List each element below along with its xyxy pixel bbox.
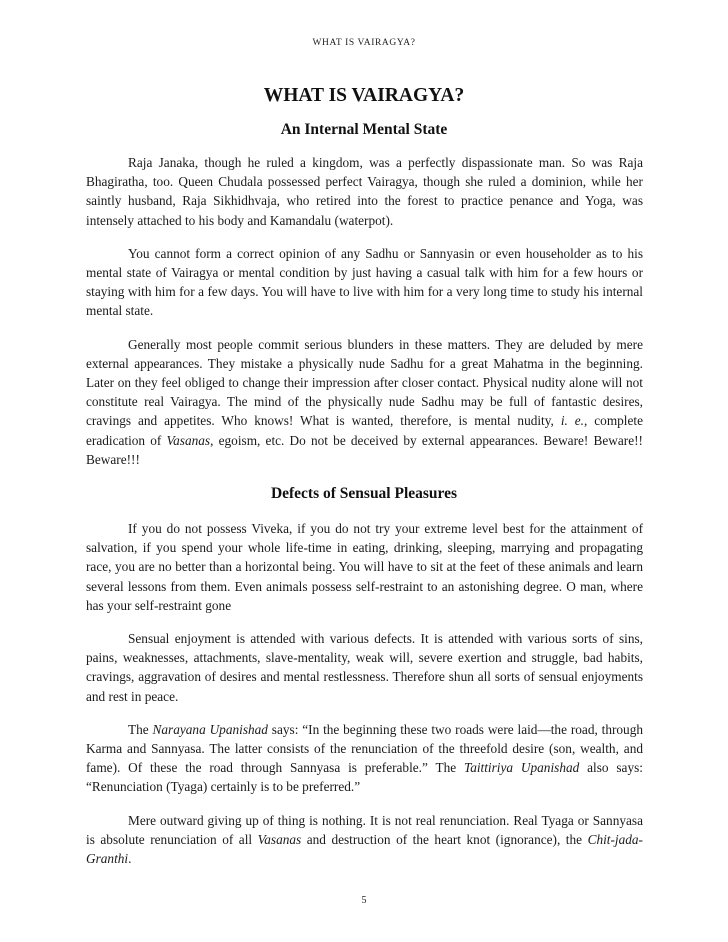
running-head: WHAT IS VAIRAGYA? (312, 38, 416, 48)
text-run: and destruction of the heart knot (ignorance), the (301, 831, 588, 847)
text-run: , egoism, etc. Do not be deceived by external appearances. Beware! Beware!! Beware!!! (86, 432, 643, 467)
section-heading-defects-of-sensual-pleasures: Defects of Sensual Pleasures (270, 485, 458, 502)
italic-text: Chit-jada-Granthi (86, 831, 643, 867)
text-run: Mere outward giving up of thing is nothing. It is not real renunciation. Real Tyaga or Sannyasa is absolute renunciation of all (86, 812, 643, 847)
text-run: , complete eradication of (86, 413, 643, 448)
italic-text: Taittiriya Upanishad (464, 760, 580, 776)
italic-text: Vasanas (257, 831, 302, 847)
section-defects-of-sensual-pleasures (86, 519, 643, 882)
section-internal-mental-state (86, 153, 643, 483)
paragraph (86, 244, 643, 321)
paragraph (86, 629, 643, 706)
text-run: . (128, 851, 132, 867)
text-run: You cannot form a correct opinion of any Sadhu or Sannyasin or even householder as to his mental state of Vairagya or mental condition by just having a casual talk with him for a few hours or staying with him for a few days. You will have to live with him for a very long time to study his internal mental state. (86, 245, 643, 319)
paragraph (86, 519, 643, 615)
paragraph (86, 335, 643, 469)
text-run: also says: “Renunciation (Tyaga) certainly is to be preferred.” (86, 760, 643, 795)
text-run: says: “In the beginning these two roads were laid—the road, through Karma and Sannyasa. The latter consists of the renunciation of the threefold desire (son, wealth, and fame). Of these the road through Sannyasa is preferable.” The (86, 721, 644, 776)
paragraph (86, 720, 643, 797)
paragraph (86, 153, 643, 230)
text-run: Sensual enjoyment is attended with various defects. It is attended with various sorts of sins, pains, weaknesses, attachments, slave-mentality, weak will, severe exertion and struggle, bad habits, cravings, aggravation of desires and mental restlessness. Therefore shun all sorts of sensual enjoyments and rest in peace. (86, 631, 643, 704)
text-run: Raja Janaka, though he ruled a kingdom, was a perfectly dispassionate man. So was Raja Bhagiratha, too. Queen Chudala possessed perfect Vairagya, though she ruled a dominion, while her saintly husband, Raja Sikhidhvaja, who retired into the forest to practice penance and Yoga, was intensely attached to his body and Kamandalu (waterpot). (86, 155, 643, 228)
italic-text: i. e. (560, 413, 584, 429)
italic-text: Vasanas (166, 432, 211, 448)
text-run: If you do not possess Viveka, if you do not try your extreme level best for the attainment of salvation, if you spend your whole life-time in eating, drinking, sleeping, marrying and propagating race, you are no better than a horizontal being. You will have to sit at the feet of these animals and learn several lessons from them. Even animals possess self-restraint to an astonishing degree. O man, where has your self-restraint gone (86, 521, 643, 613)
italic-text: Narayana Upanishad (152, 721, 268, 737)
page-number: 5 (361, 895, 367, 906)
page-title: WHAT IS VAIRAGYA? (263, 85, 465, 106)
paragraph (86, 811, 643, 869)
section-heading-internal-mental-state: An Internal Mental State (280, 121, 448, 138)
text-run: Generally most people commit serious blunders in these matters. They are deluded by mere external appearances. They mistake a physically nude Sadhu for a great Mahatma in the beginning. Later on they feel obliged to change their impression after closer contact. Physical nudity alone will not constitute real Vairagya. The mind of the physically nude Sadhu may be full of fantastic desires, cravings and appetites. Who knows! What is wanted, therefore, is mental nudity, (86, 336, 643, 429)
text-run: The (128, 721, 153, 737)
